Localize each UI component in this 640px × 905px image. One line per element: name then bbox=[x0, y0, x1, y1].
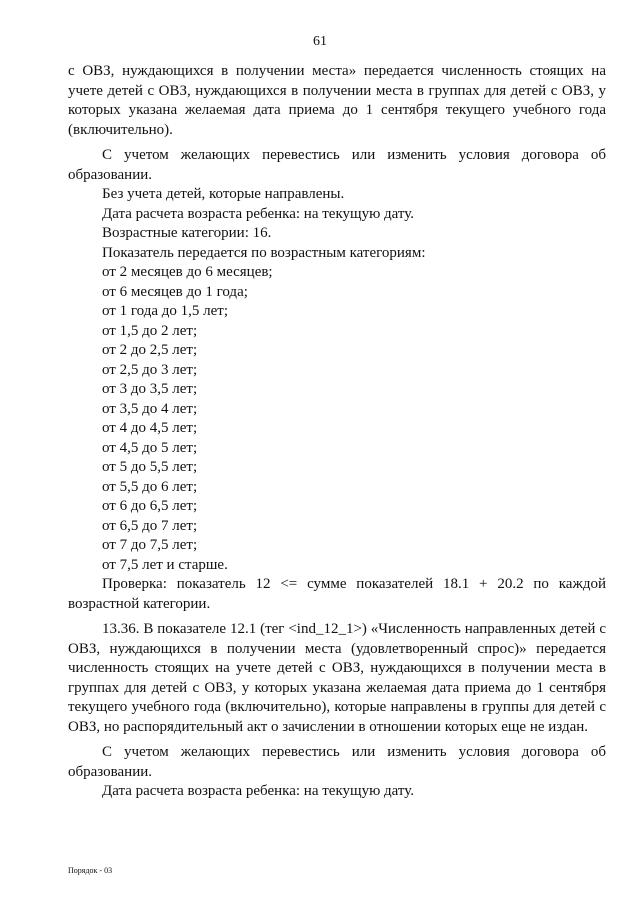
age-range-item: от 6 месяцев до 1 года; bbox=[102, 283, 248, 300]
age-range-item: от 7,5 лет и старше. bbox=[102, 556, 228, 573]
line-no-directed: Без учета детей, которые направлены. bbox=[102, 186, 345, 202]
age-range-item: от 3 до 3,5 лет; bbox=[102, 381, 198, 397]
line-age-categories: Возрастные категории: 16. bbox=[102, 225, 272, 241]
age-range-item: от 6,5 до 7 лет; bbox=[102, 517, 198, 534]
age-range-item: от 1,5 до 2 лет; bbox=[102, 322, 198, 339]
paragraph-intro: с ОВЗ, нуждающихся в получении места» передается численность стоящих на учете детей с ОВЗ, нуждающихся в получении места в группах для детей с ОВЗ, у которых указана желаемая дата приема до 1 сентября текущего учебного года (включительно). bbox=[68, 63, 606, 138]
age-range-item: от 5,5 до 6 лет; bbox=[102, 478, 198, 495]
paragraph-13-36: 13.36. В показателе 12.1 (тег <ind_12_1>) «Численность направленных детей с ОВЗ, нуждающихся в получении места (удовлетворенный спрос)» передается численность стоящих на учете детей с ОВЗ, нуждающихся в получении места в группах для детей с ОВЗ, у которых указана желаемая дата приема до 1 сентября текущего учебного года (включительно), которые направлены в группы для детей с ОВЗ, но распорядительный акт о зачислении в отношении которых еще не издан. bbox=[68, 621, 606, 735]
age-range-item: от 4,5 до 5 лет; bbox=[102, 439, 198, 456]
paragraph-transfer-conditions: С учетом желающих перевестись или изменить условия договора об образовании. bbox=[68, 147, 606, 183]
line-age-calculation-date-2: Дата расчета возраста ребенка: на текущую дату. bbox=[102, 783, 415, 799]
document-body bbox=[68, 62, 606, 802]
line-age-calculation-date: Дата расчета возраста ребенка: на текущую дату. bbox=[102, 205, 415, 222]
age-range-list bbox=[68, 263, 606, 575]
page-number: 61 bbox=[313, 34, 327, 49]
paragraph-transfer-conditions-2: С учетом желающих перевестись или изменить условия договора об образовании. bbox=[68, 744, 606, 780]
age-range-item: от 1 года до 1,5 лет; bbox=[102, 303, 228, 319]
age-range-item: от 4 до 4,5 лет; bbox=[102, 420, 198, 436]
footer-code: Порядок - 03 bbox=[68, 866, 113, 875]
age-range-item: от 2 до 2,5 лет; bbox=[102, 342, 198, 358]
line-indicator-by-age: Показатель передается по возрастным категориям: bbox=[102, 244, 426, 261]
age-range-item: от 2 месяцев до 6 месяцев; bbox=[102, 264, 273, 280]
age-range-item: от 7 до 7,5 лет; bbox=[102, 537, 198, 553]
paragraph-check: Проверка: показатель 12 <= сумме показателей 18.1 + 20.2 по каждой возрастной категории. bbox=[68, 576, 606, 612]
age-range-item: от 6 до 6,5 лет; bbox=[102, 498, 198, 514]
age-range-item: от 2,5 до 3 лет; bbox=[102, 361, 198, 378]
age-range-item: от 3,5 до 4 лет; bbox=[102, 400, 198, 417]
age-range-item: от 5 до 5,5 лет; bbox=[102, 459, 198, 475]
